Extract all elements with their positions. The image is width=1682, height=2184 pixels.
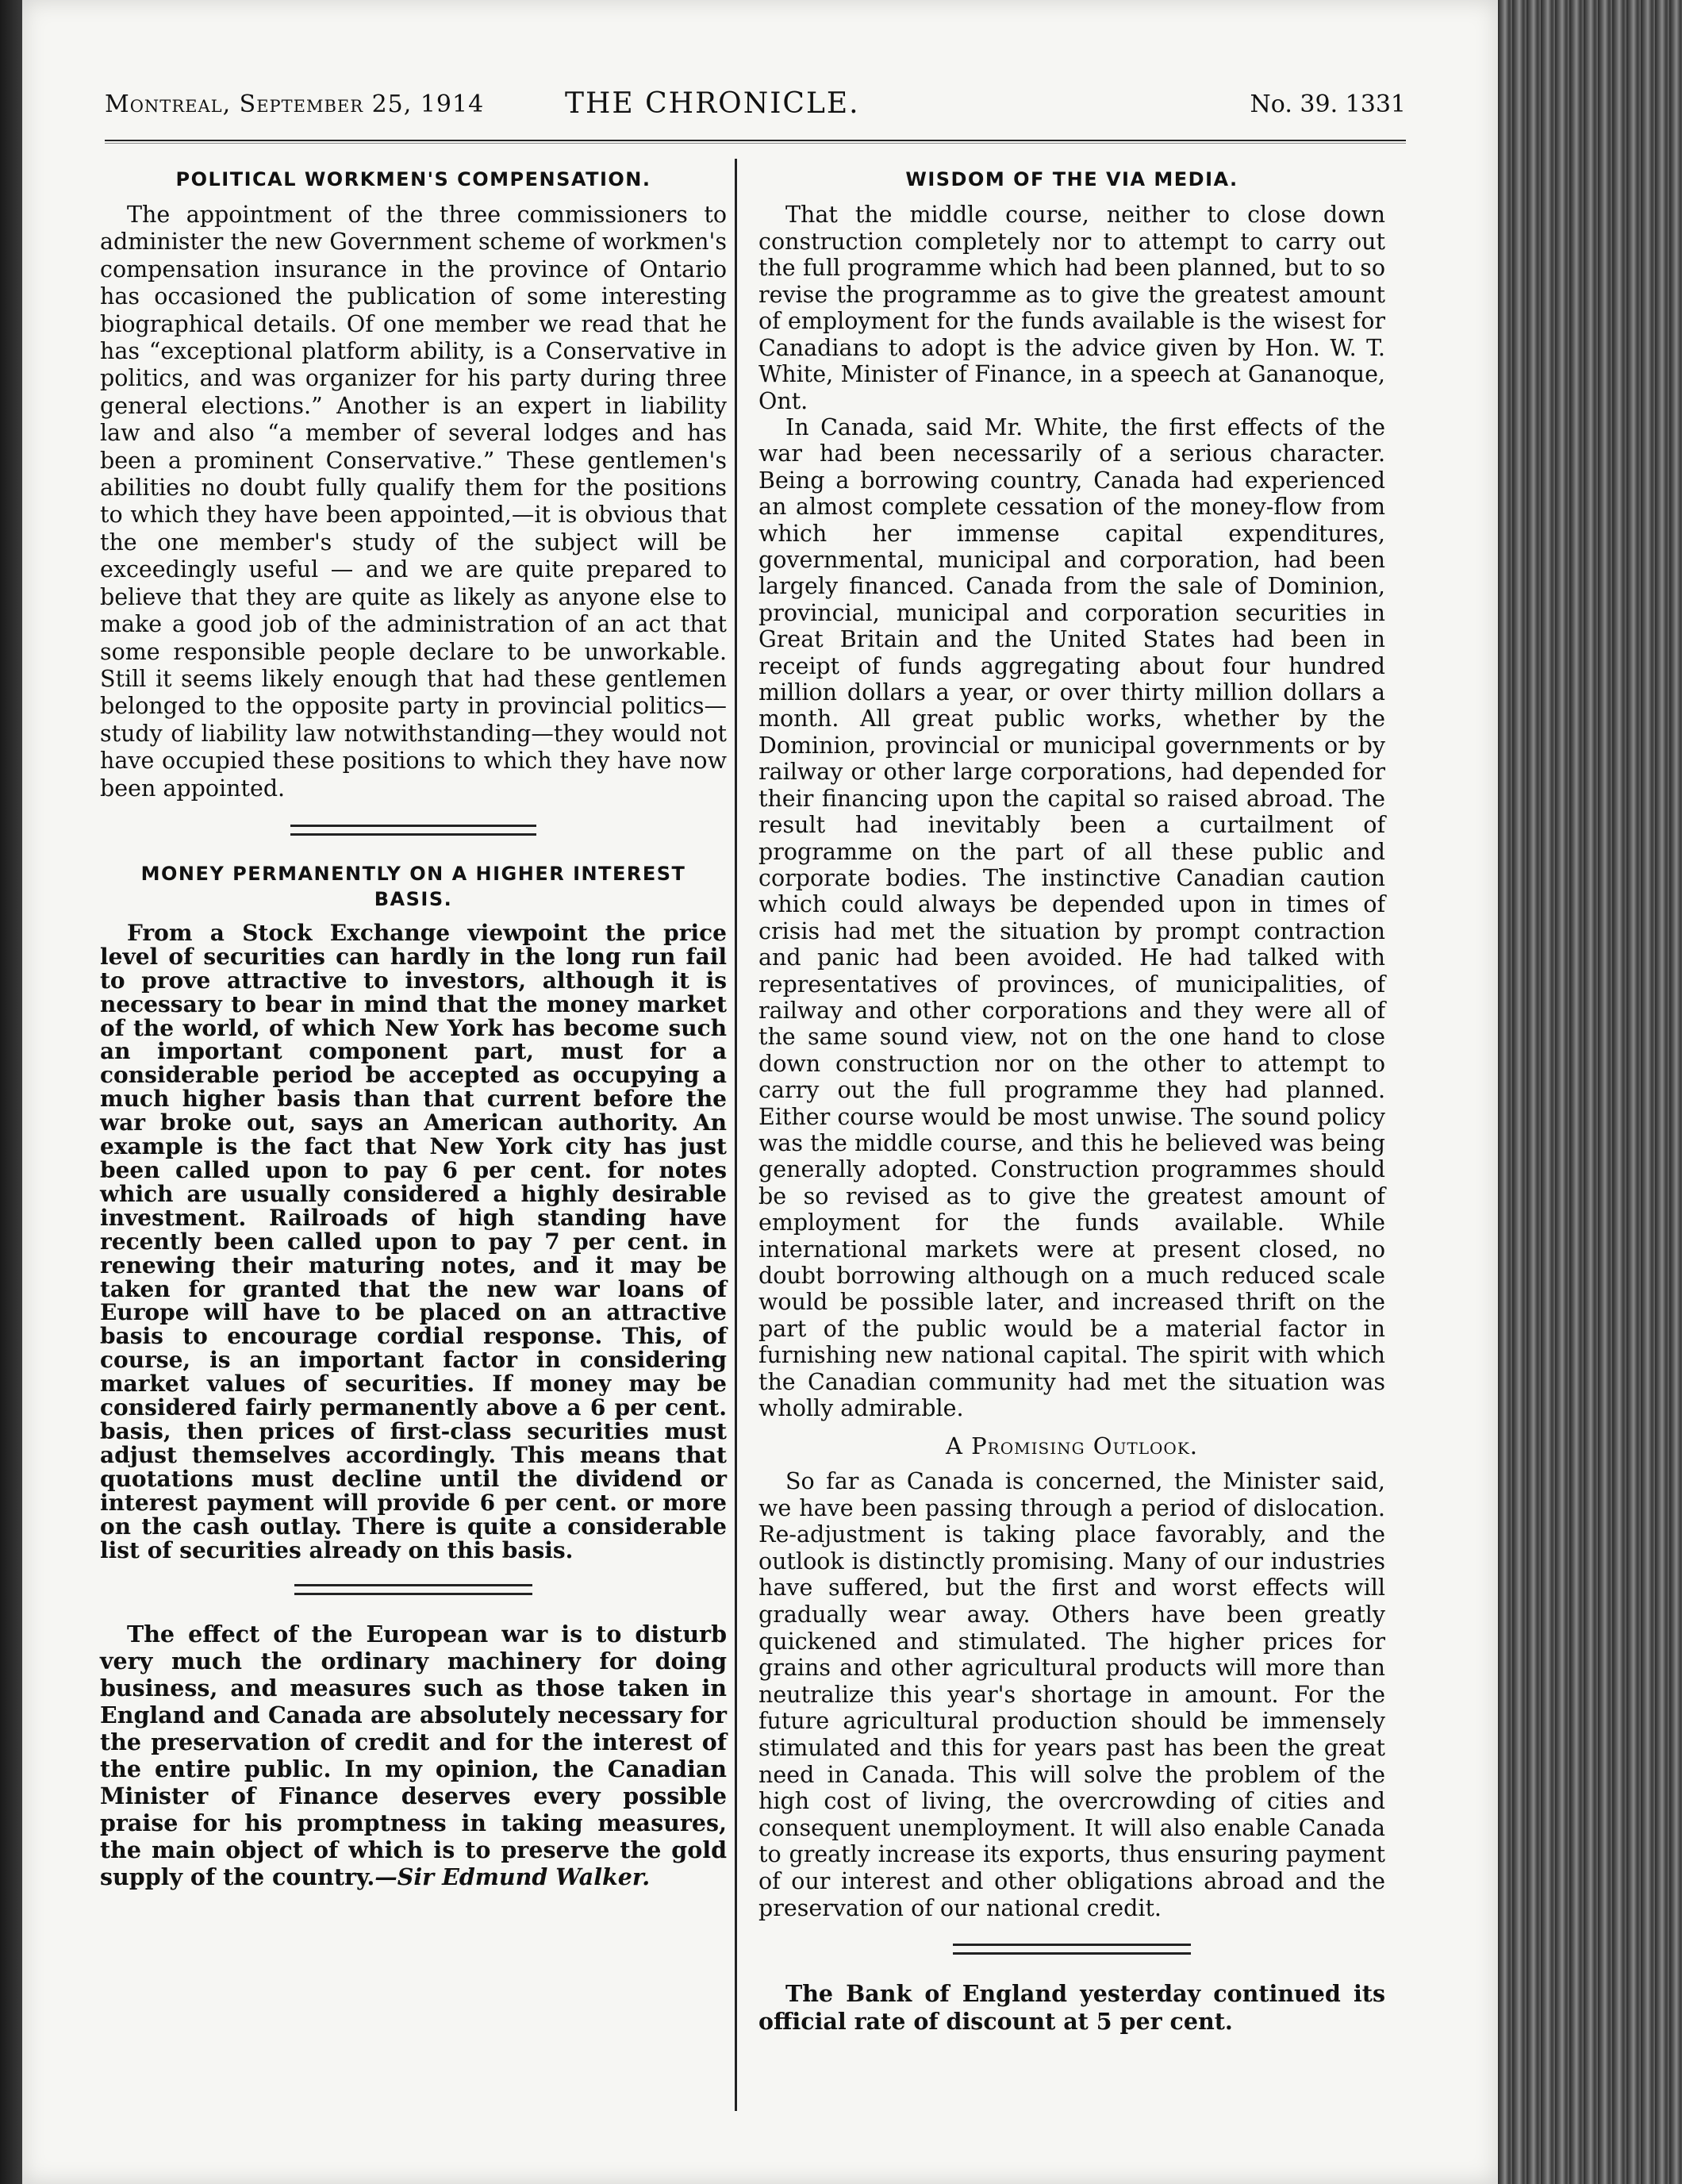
article-paragraph: That the middle course, neither to close down construction completely nor to attempt to carry out the full programme which had been planned, but to so revise the programme as to give the greatest amount of employment for the funds available is the wisest for Canadians to adopt is the advice given by Hon. W. T. White, Minister of Finance, in a speech at Gananoque, Ont.	[758, 202, 1385, 414]
attribution: —Sir Edmund Walker.	[374, 1863, 651, 1891]
column-divider	[735, 159, 737, 2111]
page-header	[105, 87, 1406, 127]
dateline: Montreal, September 25, 1914	[105, 90, 485, 118]
article-headline: WISDOM OF THE VIA MEDIA.	[905, 168, 1238, 190]
article-body: From a Stock Exchange viewpoint the price level of securities can hardly in the long run fail to prove attractive to investors, although it is necessary to bear in mind that the money market of the world, of which New York has become such an important component part, must for a considerable period be accepted as occupying a much higher basis than that current before the war broke out, says an American authority. An example is the fact that New York city has just been called upon to pay 6 per cent. for notes which are usually considered a highly desirable investment. Railroads of high standing have recently been called upon to pay 7 per cent. in renewing their maturing notes, and it may be taken for granted that the new war loans of Europe will have to be placed on an attractive basis to encourage cordial response. This, of course, is an important factor in considering market values of securities. If money may be considered fairly permanently above a 6 per cent. basis, then prices of first-class securities must adjust themselves accordingly. This means that quotations must decline until the dividend or interest payment will provide 6 per cent. or more on the cash outlay. There is quite a considerable list of securities already on this basis.	[100, 919, 727, 1563]
issue-page-number: No. 39. 1331	[1250, 90, 1406, 118]
article-body: The appointment of the three commissioners to administer the new Government scheme of workmen's compensation insurance in the province of Ontario has occasioned the publication of some interesting biographical details. Of one member we read that he has “exceptional platform ability, is a Conservative in politics, and was organizer for his party during three general elections.” Another is an expert in liability law and also “a member of several lodges and has been a prominent Conservative.” These gentlemen's abilities no doubt fully qualify them for the positions to which they have been appointed,—it is obvious that the one member's study of the subject will be exceedingly useful — and we are quite prepared to believe that they are quite as likely as anyone else to make a good job of the administration of an act that some responsible people declare to be unworkable. Still it seems likely enough that had these gentlemen belonged to the opposite party in provincial politics—study of liability law notwithstanding—they would not have occupied these positions to which they have now been appointed.	[100, 202, 727, 802]
book-binding-edge	[0, 0, 22, 2184]
left-column	[100, 167, 727, 1890]
article-paragraph: So far as Canada is concerned, the Minister said, we have been passing through a period of dislocation. Re-adjustment is taking place favorably, and the outlook is distinctly promising. Many of our industries have suffered, but the first and worst effects will gradually wear away. Others have been greatly quickened and stimulated. The higher prices for grains and other agricultural products will more than neutralize this year's shortage in amount. For the future agricultural production should be immensely stimulated and this for years past has been the great need in Canada. This will solve the problem of the high cost of living, the overcrowding of cities and consequent unemployment. It will also enable Canada to greatly increase its exports, thus ensuring payment of our interest and other obligations abroad and the preservation of our national credit.	[758, 1468, 1385, 1921]
article-body: The Bank of England yesterday continued its official rate of discount at 5 per cent.	[758, 1980, 1385, 2035]
article-subheading: A Promising Outlook.	[945, 1432, 1198, 1460]
header-rule	[105, 140, 1406, 144]
quote-text: The effect of the European war is to disturb very much the ordinary machinery for doing business, and measures such as those taken in England and Canada are absolutely necessary for the preservation of credit and for the interest of the entire public. In my opinion, the Canadian Minister of Finance deserves every possible praise for his promptness in taking measures, the main object of which is to preserve the gold supply of the country.	[100, 1621, 727, 1891]
article-headline: MONEY PERMANENTLY ON A HIGHER INTEREST BASIS.	[140, 862, 686, 910]
article-headline: POLITICAL WORKMEN'S COMPENSATION.	[175, 168, 651, 190]
book-page-edges	[1498, 0, 1682, 2184]
section-separator	[290, 825, 536, 836]
publication-title: THE CHRONICLE.	[565, 87, 860, 120]
right-column	[758, 167, 1385, 2035]
article-body	[100, 1621, 727, 1890]
section-separator	[953, 1944, 1191, 1955]
section-separator	[294, 1584, 532, 1595]
article-paragraph: In Canada, said Mr. White, the first effects of the war had been necessarily of a serious character. Being a borrowing country, Canada had experienced an almost complete cessation of the money-flow from which her immense capital expenditures, governmental, municipal and corporation, had been largely financed. Canada from the sale of Dominion, provincial, municipal and corporation securities in Great Britain and the United States had been in receipt of funds aggregating about four hundred million dollars a year, or over thirty million dollars a month. All great public works, whether by the Dominion, provincial or municipal governments or by railway or other large corporations, had depended for their financing upon the capital so raised abroad. The result had inevitably been a curtailment of programme on the part of all these public and corporate bodies. The instinctive Canadian caution which could always be depended upon in times of crisis had met the situation by prompt contraction and panic had been avoided. He had talked with representatives of provinces, of municipalities, of railway and other corporations and they were all of the same sound view, not on the one hand to close down construction nor on the other to attempt to carry out the full programme they had planned. Either course would be most unwise. The sound policy was the middle course, and this he believed was being generally adopted. Construction programmes should be so revised as to give the greatest amount of employment for the funds available. While international markets were at present closed, no doubt borrowing although on a much reduced scale would be possible later, and increased thrift on the part of the public would be a material factor in furnishing new national capital. The spirit with which the Canadian community had met the situation was wholly admirable.	[758, 414, 1385, 1422]
